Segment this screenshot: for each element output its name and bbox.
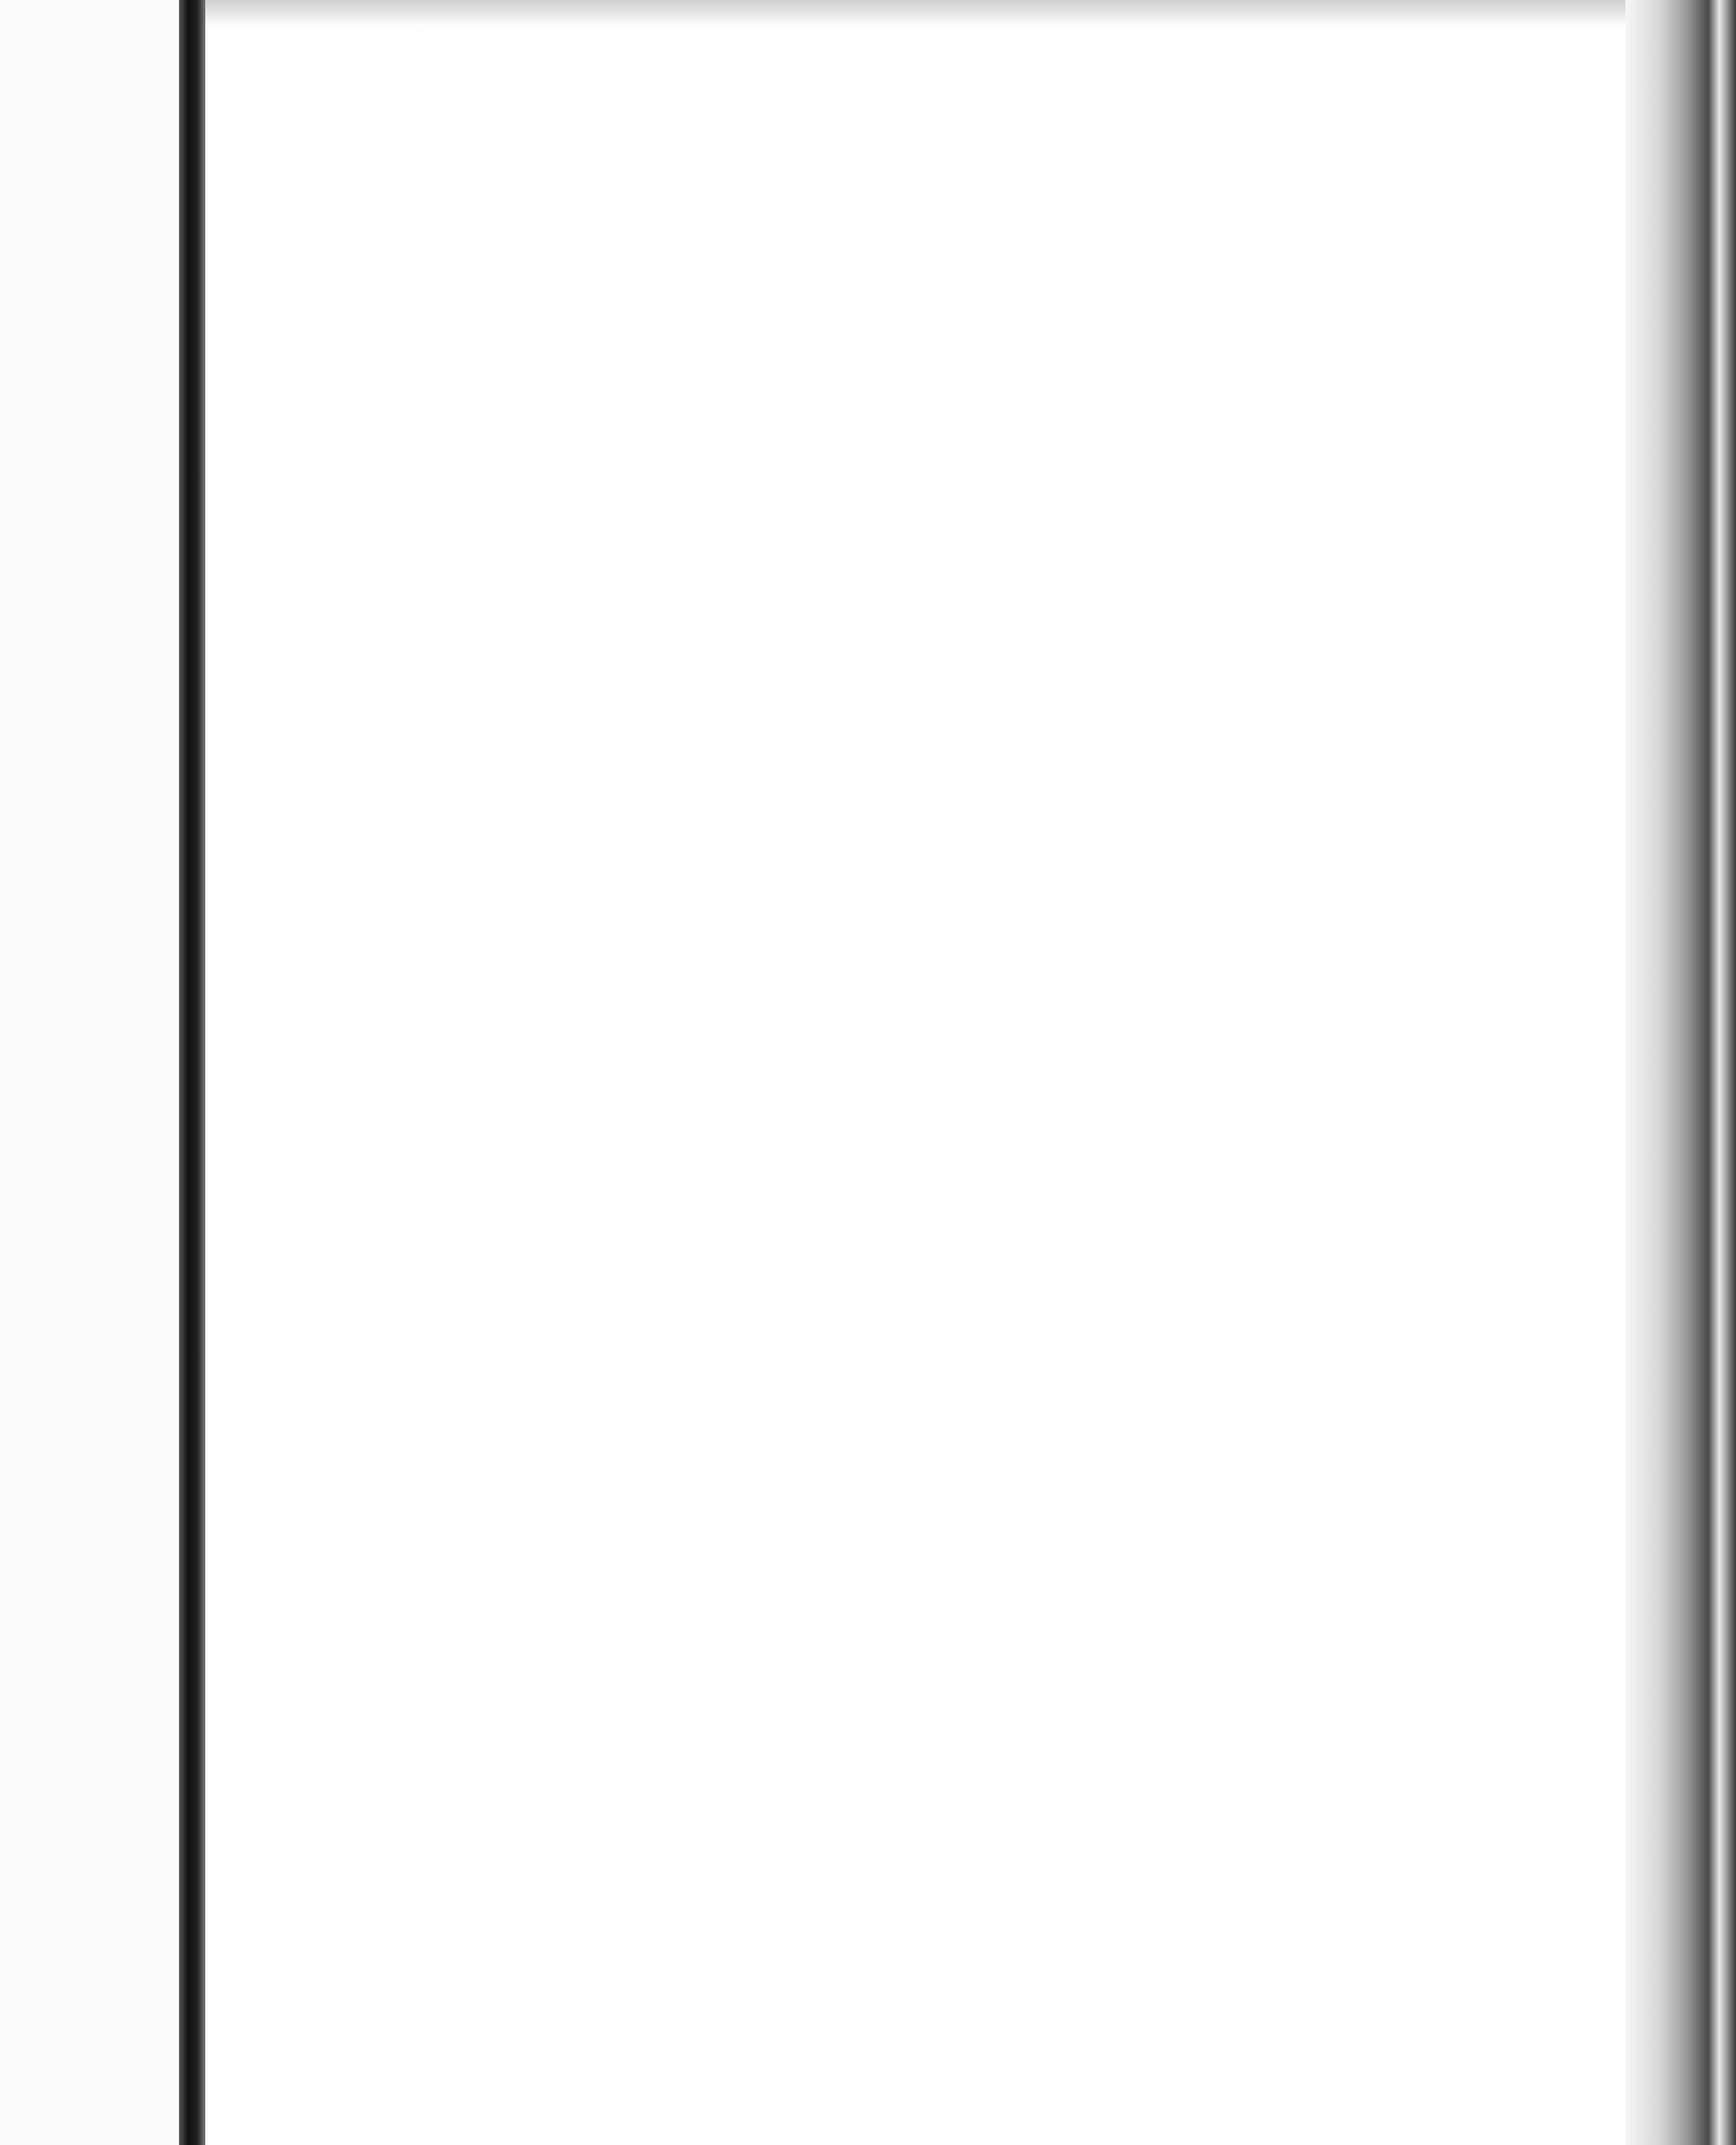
- text-line: [395, 1094, 1356, 1134]
- text-line: [395, 1692, 1356, 1732]
- text-line: [395, 1532, 1356, 1572]
- text-line: [395, 656, 1356, 696]
- text-line: [395, 1134, 1356, 1174]
- text-line: [395, 1214, 1356, 1254]
- text-line: [395, 1651, 1356, 1692]
- text-line: [395, 775, 1356, 815]
- text-line: [395, 1253, 1356, 1293]
- text-line: [395, 1054, 1356, 1095]
- text-line: [395, 1811, 1356, 1851]
- text-line: [395, 1771, 1356, 1811]
- text-line: [395, 935, 1356, 975]
- text-line: [395, 536, 1356, 577]
- left-facing-page: [0, 0, 179, 2145]
- text-line: [395, 1333, 1356, 1373]
- left-page-text-fragments: [0, 0, 179, 2145]
- text-line: [395, 1851, 1356, 1891]
- text-line: [395, 457, 1356, 497]
- text-line: [395, 1453, 1356, 1493]
- text-line: [395, 297, 1356, 338]
- text-line: [395, 577, 1356, 617]
- text-line: [395, 855, 1356, 895]
- text-line: [395, 1174, 1356, 1214]
- text-line: [395, 1373, 1356, 1413]
- text-line: [395, 895, 1356, 935]
- text-line: [395, 497, 1356, 537]
- text-line: [395, 417, 1356, 457]
- text-line-paragraph-end: [395, 1572, 1356, 1612]
- text-line: [395, 975, 1356, 1015]
- text-line-italic-one-god: [395, 696, 1356, 736]
- book-gutter: [179, 0, 205, 2145]
- text-line: [395, 377, 1356, 417]
- book-page-edges: [1625, 0, 1736, 2145]
- text-line: [395, 338, 1356, 378]
- text-line-italic-spirit: [395, 736, 1356, 776]
- text-line: [395, 815, 1356, 856]
- text-line: [395, 1492, 1356, 1532]
- text-line-paragraph-start: [395, 1612, 1356, 1652]
- text-line: [395, 616, 1356, 656]
- text-line: [395, 1293, 1356, 1333]
- page-top-shadow: [205, 0, 1625, 26]
- text-line: [395, 1731, 1356, 1771]
- text-line: [395, 1014, 1356, 1054]
- page-body-text: [395, 297, 1356, 1890]
- text-line: [395, 1412, 1356, 1453]
